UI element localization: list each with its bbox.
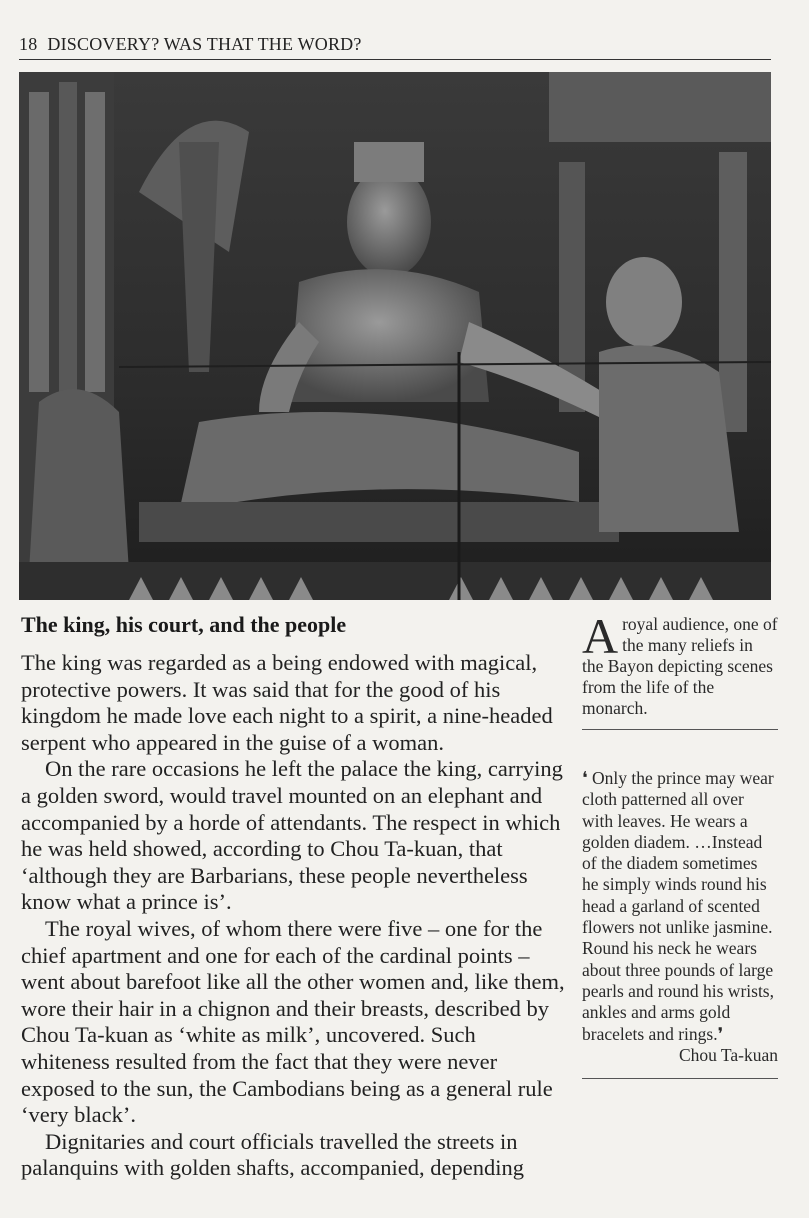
sidebar bbox=[582, 608, 778, 1079]
paragraph-2: On the rare occasions he left the palace the king, carrying a golden sword, would travel mounted on an elephant and accompanied by a horde of attendants. The respect in which he was held showed, according to Chou Ta-kuan, that ‘although they are Barbarians, these people nevertheless know what a prince is’. bbox=[21, 756, 563, 915]
page-number: 18 bbox=[19, 34, 38, 54]
photo-caption bbox=[582, 608, 778, 730]
section-heading: The king, his court, and the people bbox=[21, 612, 347, 637]
drop-cap: A bbox=[582, 608, 619, 664]
pull-quote bbox=[582, 768, 778, 1079]
paragraph-1: The king was regarded as a being endowed with magical, protective powers. It was said that for the good of his kingdom he made love each night to a spirit, a nine-headed serpent who appeared in the guise of a woman. bbox=[21, 650, 553, 755]
quote-text: ❛ Only the prince may wear cloth patterned all over with leaves. He wears a golden diadem. …Instead of the diadem sometimes he simply winds round his head a garland of scented flowers not unlike jasmine. Round his neck he wears about three pounds of large pearls and round his wrists, ankles and arms gold bracelets and rings.❜ bbox=[582, 768, 774, 1044]
running-head-title: DISCOVERY? WAS THAT THE WORD? bbox=[47, 34, 362, 54]
main-column bbox=[21, 612, 569, 1182]
running-head bbox=[19, 34, 771, 60]
paragraph-4: Dignitaries and court officials travelled the streets in palanquins with golden shafts, accompanied, depending bbox=[21, 1128, 524, 1181]
relief-photo bbox=[19, 72, 771, 600]
paragraph-3: The royal wives, of whom there were five – one for the chief apartment and one for each of the cardinal points – went about barefoot like all the other women and, like them, wore their hair in a chignon and their breasts, described by Chou Ta-kuan as ‘white as milk’, uncovered. Such whiteness resulted from the fact that they were never exposed to the sun, the Cambodians being as a general rule ‘very black’. bbox=[21, 915, 565, 1128]
stone-relief-icon bbox=[19, 72, 771, 600]
quote-attribution: Chou Ta-kuan bbox=[678, 1044, 778, 1065]
caption-text: royal audience, one of the many reliefs in the Bayon depicting scenes from the life of the monarch. bbox=[582, 614, 778, 718]
